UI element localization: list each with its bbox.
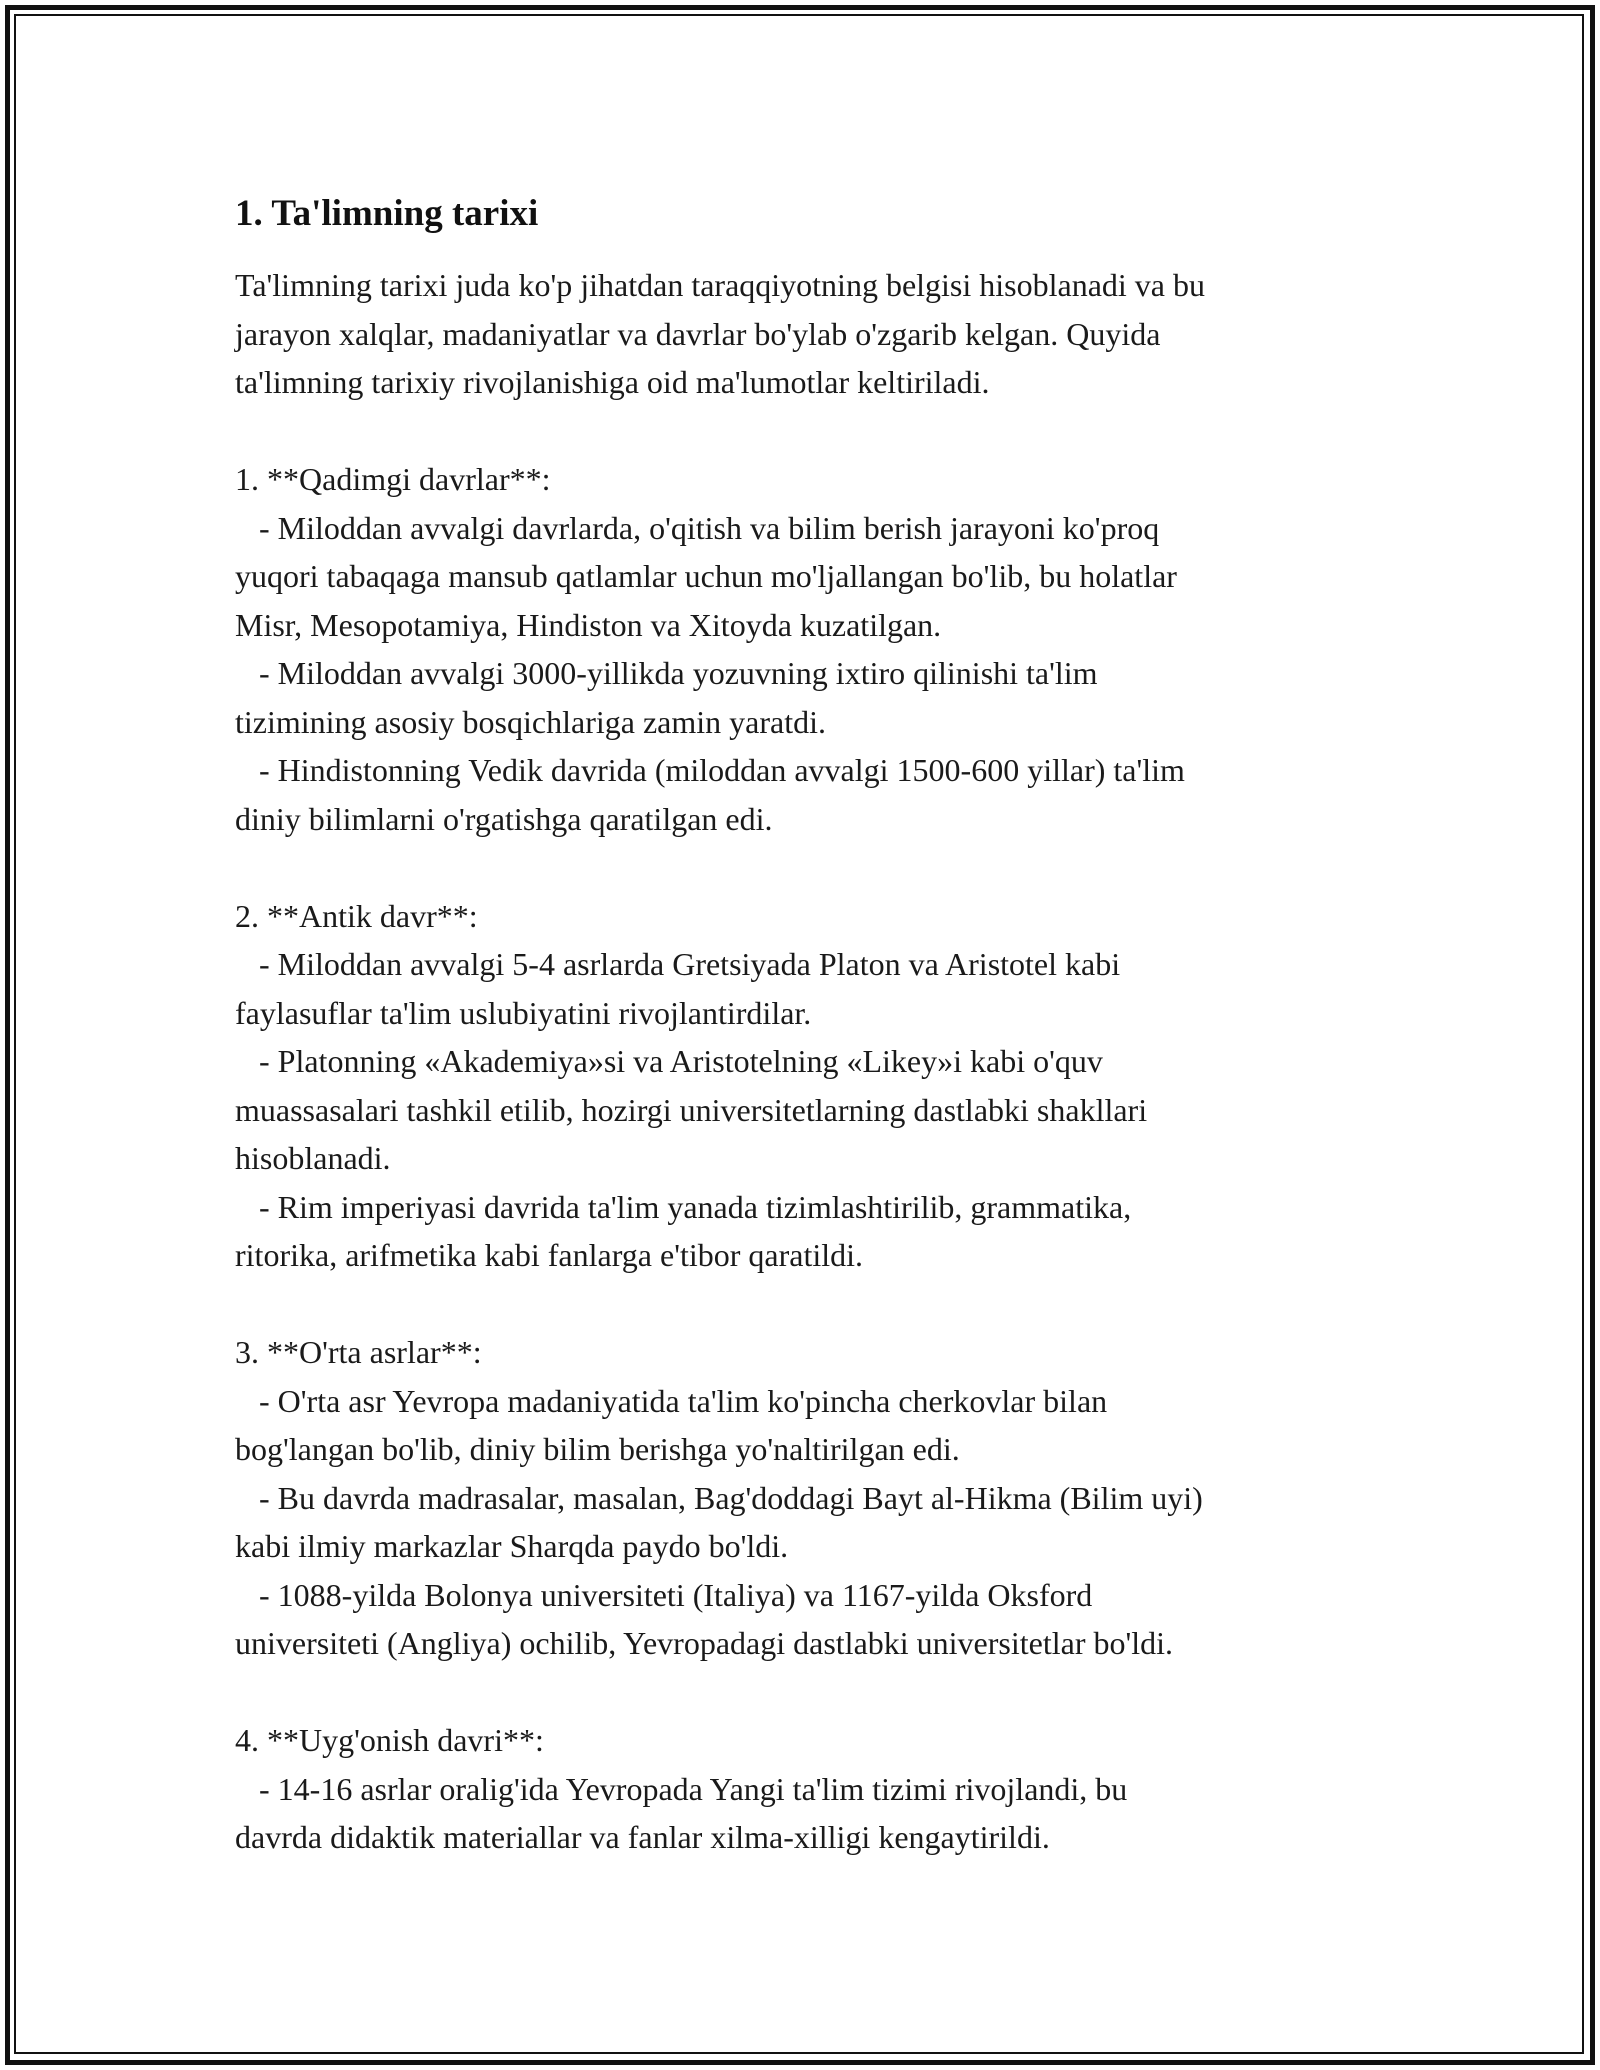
section-line: - 14-16 asrlar oralig'ida Yevropada Yangi ta'lim tizimi rivojlandi, bu	[235, 1770, 1128, 1807]
section-line: ritorika, arifmetika kabi fanlarga e'tibor qaratildi.	[235, 1237, 864, 1273]
section-title: 3. **O'rta asrlar**:	[235, 1334, 482, 1370]
section-line: bog'langan bo'lib, diniy bilim berishga yo'naltirilgan edi.	[235, 1431, 960, 1467]
intro-line: Ta'limning tarixi juda ko'p jihatdan taraqqiyotning belgisi hisoblanadi va bu	[235, 267, 1205, 303]
section-line: Misr, Mesopotamiya, Hindiston va Xitoyda kuzatilgan.	[235, 606, 942, 643]
section-line: - Hindistonning Vedik davrida (miloddan avvalgi 1500-600 yillar) ta'lim	[235, 752, 1185, 788]
section-line: davrda didaktik materiallar va fanlar xilma-xilligi kengaytirildi.	[235, 1819, 1050, 1855]
section-line: faylasuflar ta'lim uslubiyatini rivojlantirdilar.	[235, 994, 812, 1031]
intro-line: ta'limning tarixiy rivojlanishiga oid ma'lumotlar keltiriladi.	[235, 364, 990, 400]
section-line: tizimining asosiy bosqichlariga zamin yaratdi.	[235, 703, 826, 740]
intro-paragraph	[235, 261, 1385, 407]
section-line: diniy bilimlarni o'rgatishga qaratilgan edi.	[235, 800, 773, 837]
document-body	[235, 180, 1385, 1862]
section-middle-ages	[235, 1328, 1385, 1668]
section-antiquity	[235, 892, 1385, 1280]
section-ancient-times	[235, 455, 1385, 843]
section-line: hisoblanadi.	[235, 1140, 391, 1176]
section-renaissance	[235, 1716, 1385, 1862]
section-line: - Miloddan avvalgi 3000-yillikda yozuvning ixtiro qilinishi ta'lim	[235, 655, 1098, 691]
section-line: muassasalari tashkil etilib, hozirgi universitetlarning dastlabki shakllari	[235, 1091, 1148, 1128]
document-heading: 1. Ta'limning tarixi	[235, 193, 539, 234]
section-line: - Rim imperiyasi davrida ta'lim yanada tizimlashtirilib, grammatika,	[235, 1188, 1132, 1225]
section-line: kabi ilmiy markazlar Sharqda paydo bo'ldi.	[235, 1528, 789, 1564]
section-line: - Platonning «Akademiya»si va Aristotelning «Likey»i kabi o'quv	[235, 1043, 1103, 1079]
section-line: - Miloddan avvalgi 5-4 asrlarda Gretsiyada Platon va Aristotel kabi	[235, 946, 1121, 982]
section-line: universiteti (Angliya) ochilib, Yevropadagi dastlabki universitetlar bo'ldi.	[235, 1625, 1174, 1661]
section-title: 2. **Antik davr**:	[235, 897, 478, 934]
section-line: yuqori tabaqaga mansub qatlamlar uchun mo'ljallangan bo'lib, bu holatlar	[235, 558, 1177, 594]
intro-line: jarayon xalqlar, madaniyatlar va davrlar bo'ylab o'zgarib kelgan. Quyida	[235, 315, 1161, 352]
section-line: - O'rta asr Yevropa madaniyatida ta'lim ko'pincha cherkovlar bilan	[235, 1382, 1108, 1419]
section-title: 4. **Uyg'onish davri**:	[235, 1722, 544, 1758]
section-line: - Miloddan avvalgi davrlarda, o'qitish va bilim berish jarayoni ko'proq	[235, 509, 1160, 546]
section-title: 1. **Qadimgi davrlar**:	[235, 461, 551, 497]
section-line: - 1088-yilda Bolonya universiteti (Italiya) va 1167-yilda Oksford	[235, 1576, 1093, 1613]
section-line: - Bu davrda madrasalar, masalan, Bag'doddagi Bayt al-Hikma (Bilim uyi)	[235, 1479, 1203, 1516]
